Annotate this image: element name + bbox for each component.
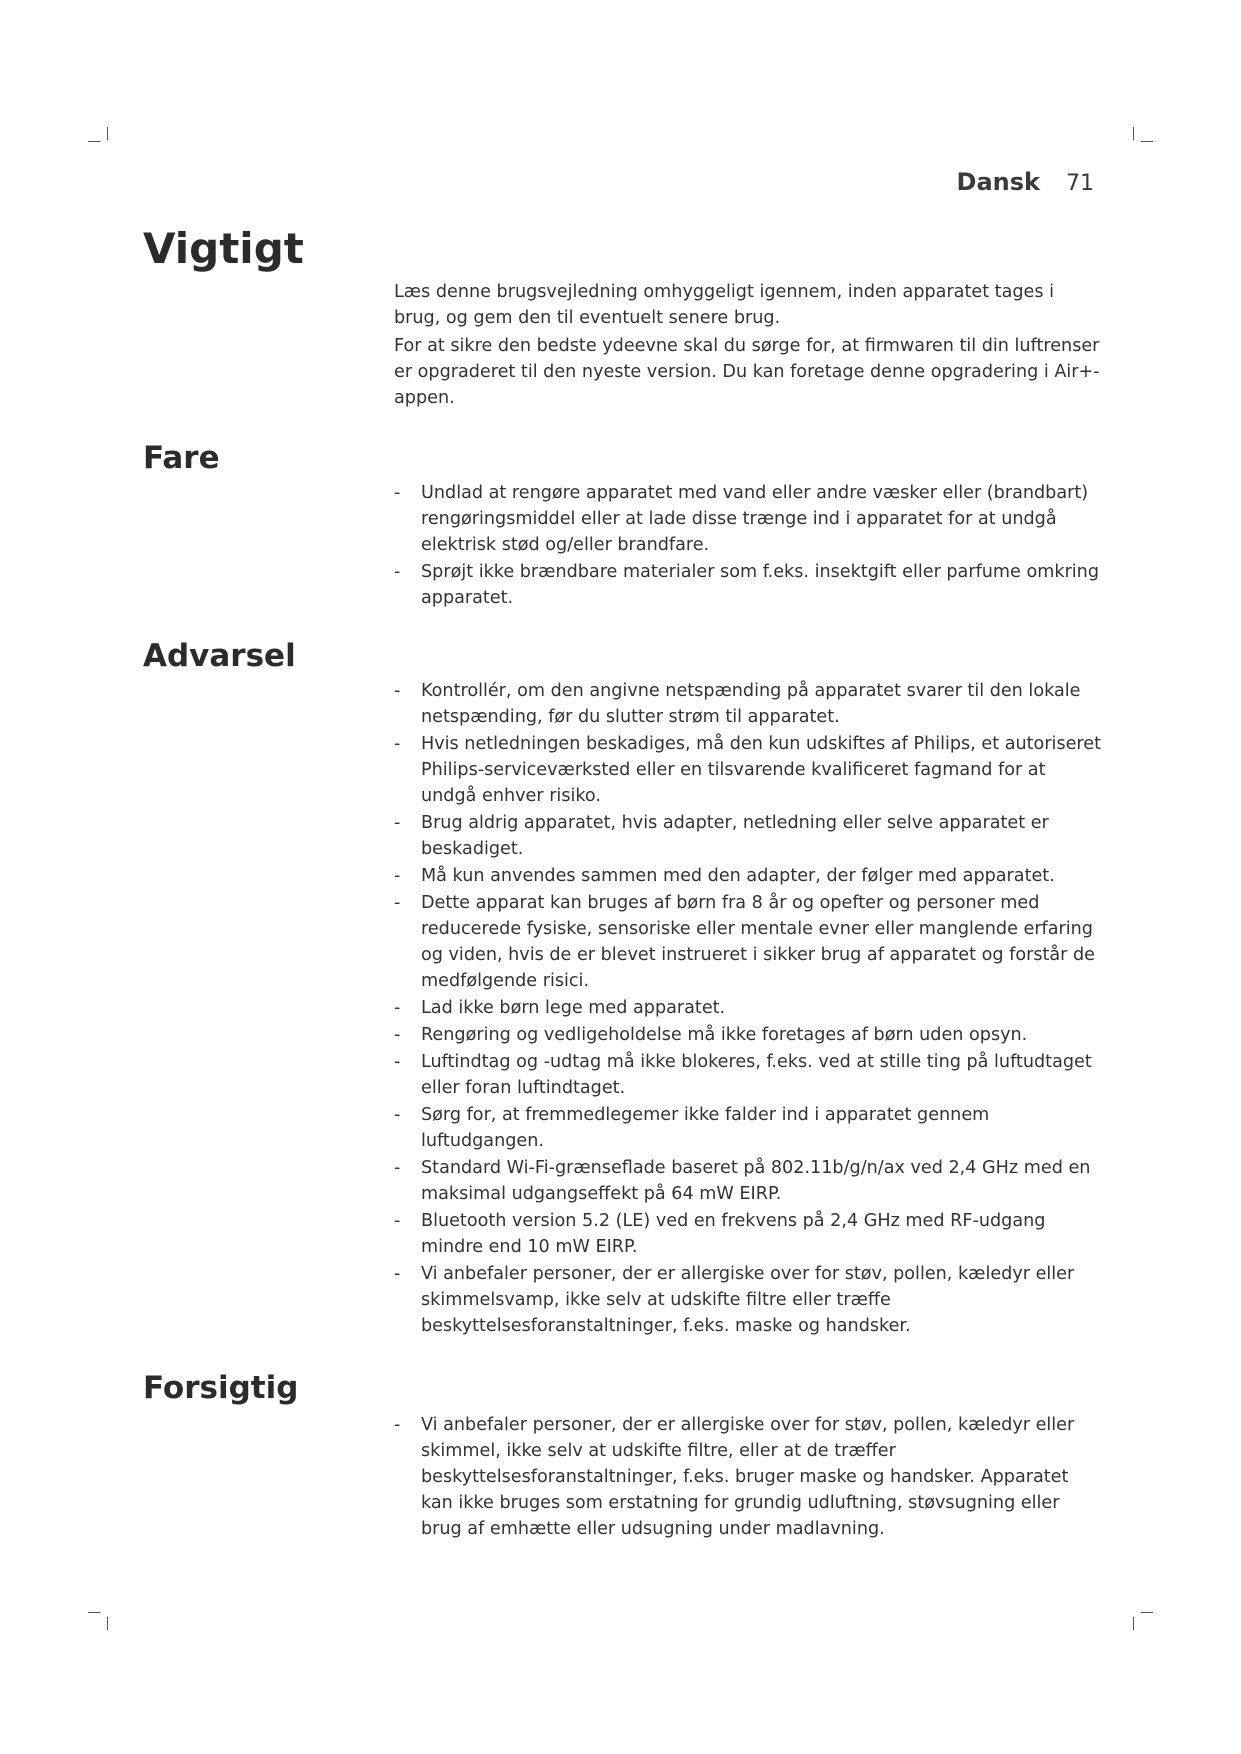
list-item: - Luftindtag og -udtag må ikke blokeres, f.eks. ved at stille ting på luftudtaget eller foran luftindtaget. — [394, 1049, 1104, 1101]
page-header — [957, 168, 1094, 196]
list-item: - Rengøring og vedligeholdelse må ikke foretages af børn uden opsyn. — [394, 1022, 1104, 1048]
bullet-list — [394, 1412, 1104, 1542]
list-item: - Sprøjt ikke brændbare materialer som f.eks. insektgift eller parfume omkring apparatet. — [394, 559, 1104, 611]
list-item: - Bluetooth version 5.2 (LE) ved en frekvens på 2,4 GHz med RF-udgang mindre end 10 mW EIRP. — [394, 1208, 1104, 1260]
section-body-fare — [394, 480, 1104, 612]
section-title-vigtigt: Vigtigt — [143, 224, 304, 273]
paragraph: Læs denne brugsvejledning omhyggeligt igennem, inden apparatet tages i brug, og gem den til eventuelt senere brug. — [394, 282, 1054, 328]
list-item: - Brug aldrig apparatet, hvis adapter, netledning eller selve apparatet er beskadiget. — [394, 810, 1104, 862]
crop-mark-top-right-v — [1133, 127, 1134, 140]
list-item: - Dette apparat kan bruges af børn fra 8 år og opefter og personer med reducerede fysiske, sensoriske eller mentale evner eller manglende erfaring og viden, hvis de er blevet instrueret i sikker brug af apparatet og forstår de medfølgende risici. — [394, 890, 1104, 994]
section-title-fare: Fare — [143, 440, 220, 476]
list-item: - Undlad at rengøre apparatet med vand eller andre væsker eller (brandbart) rengøringsmiddel eller at lade disse trænge ind i apparatet for at undgå elektrisk stød og/eller brandfare. — [394, 480, 1104, 558]
section-body-advarsel — [394, 678, 1104, 1340]
list-item: - Standard Wi-Fi-grænseflade baseret på 802.11b/g/n/ax ved 2,4 GHz med en maksimal udgangseffekt på 64 mW EIRP. — [394, 1155, 1104, 1207]
crop-mark-top-right-h — [1141, 141, 1153, 142]
section-body-forsigtig — [394, 1412, 1104, 1543]
page-number: 71 — [1066, 171, 1094, 196]
list-item: - Må kun anvendes sammen med den adapter, der følger med apparatet. — [394, 863, 1104, 889]
crop-mark-bottom-left-h — [88, 1612, 100, 1613]
section-title-forsigtig: Forsigtig — [143, 1370, 299, 1406]
bullet-list — [394, 480, 1104, 611]
paragraph: For at sikre den bedste ydeevne skal du sørge for, at firmwaren til din luftrenser er opgraderet til den nyeste version. Du kan foretage denne opgradering i Air+-appen. — [394, 336, 1100, 408]
crop-mark-bottom-right-v — [1133, 1617, 1134, 1630]
crop-mark-top-left-h — [88, 141, 100, 142]
list-item: - Vi anbefaler personer, der er allergiske over for støv, pollen, kæledyr eller skimmelsvamp, ikke selv at udskifte filtre eller træffe beskyttelsesforanstaltninger, f.eks. maske og handsker. — [394, 1261, 1104, 1339]
bullet-list — [394, 678, 1104, 1339]
section-body-vigtigt — [394, 279, 1104, 413]
list-item: - Vi anbefaler personer, der er allergiske over for støv, pollen, kæledyr eller skimmel, ikke selv at udskifte filtre, eller at de træffer beskyttelsesforanstaltninger, f.eks. bruger maske og handsker. Apparatet kan ikke bruges som erstatning for grundig udluftning, støvsugning eller brug af emhætte eller udsugning under madlavning. — [394, 1412, 1104, 1542]
list-item: - Lad ikke børn lege med apparatet. — [394, 995, 1104, 1021]
header-language: Dansk — [956, 168, 1040, 196]
list-item: - Kontrollér, om den angivne netspænding på apparatet svarer til den lokale netspænding, før du slutter strøm til apparatet. — [394, 678, 1104, 730]
crop-mark-bottom-right-h — [1141, 1612, 1153, 1613]
list-item: - Sørg for, at fremmedlegemer ikke falder ind i apparatet gennem luftudgangen. — [394, 1102, 1104, 1154]
crop-mark-top-left-v — [107, 127, 108, 140]
section-title-advarsel: Advarsel — [143, 638, 296, 674]
list-item: - Hvis netledningen beskadiges, må den kun udskiftes af Philips, et autoriseret Philips-serviceværksted eller en tilsvarende kvalificeret fagmand for at undgå enhver risiko. — [394, 731, 1104, 809]
crop-mark-bottom-left-v — [107, 1617, 108, 1630]
